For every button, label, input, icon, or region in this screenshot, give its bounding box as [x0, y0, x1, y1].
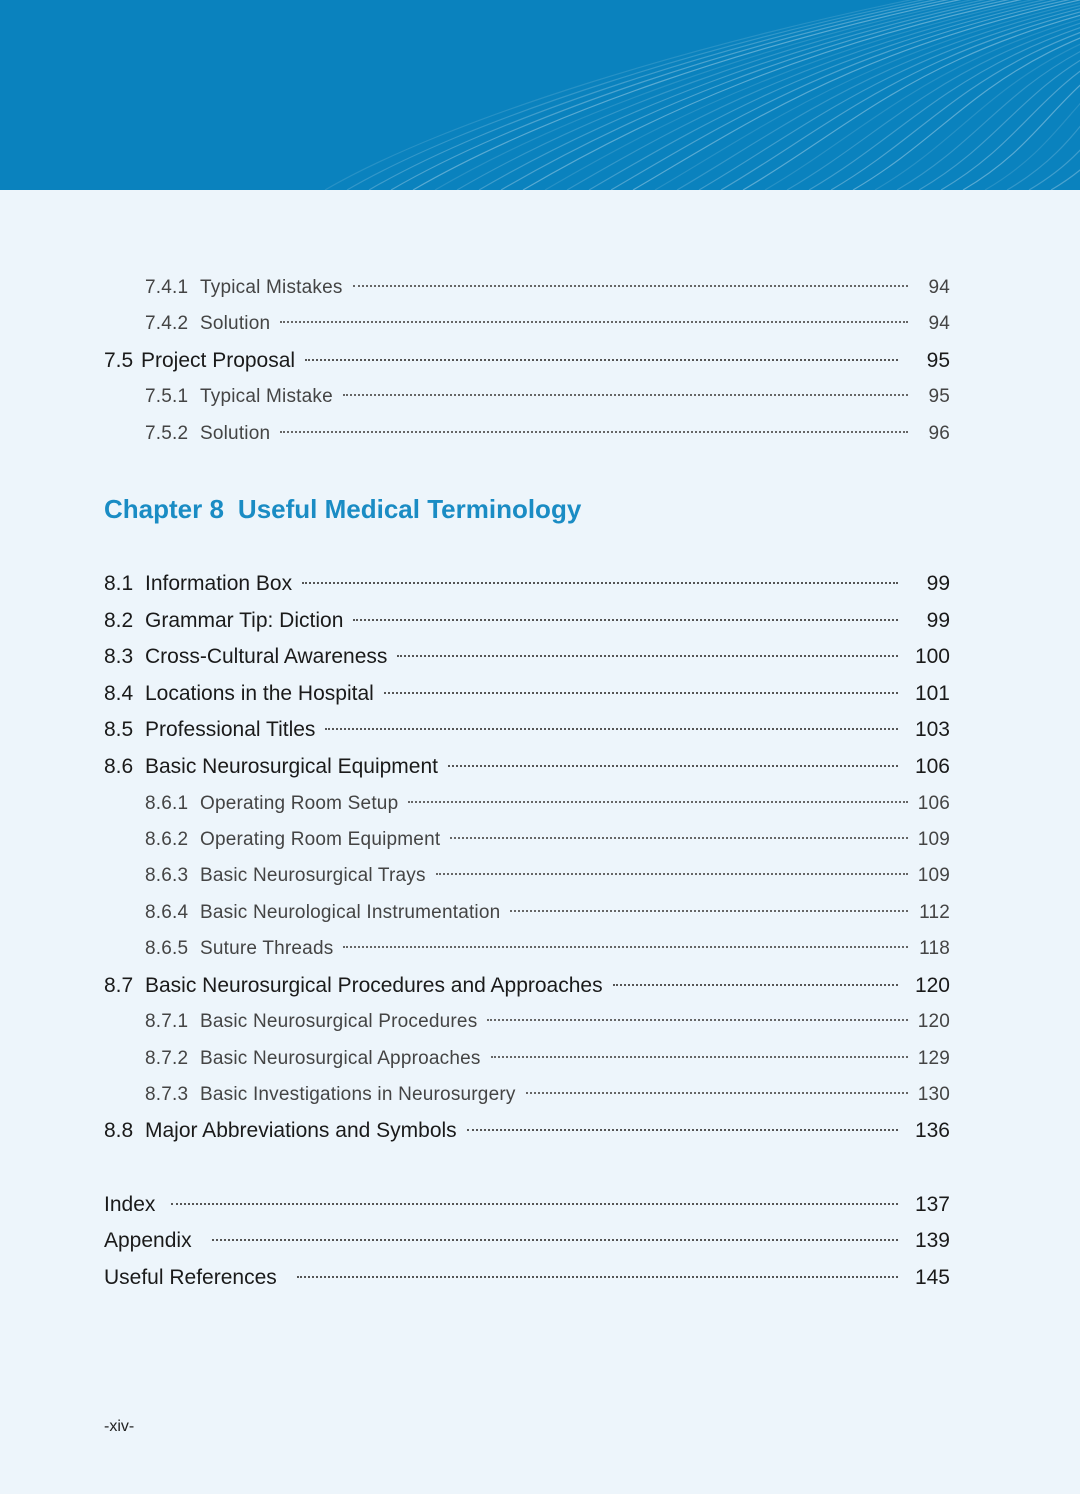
entry-page: 129 [917, 1047, 950, 1069]
entry-number: 7.4.2 [145, 313, 189, 335]
dot-leader [343, 394, 908, 396]
toc-backmatter [104, 1187, 950, 1296]
entry-page: 103 [914, 718, 950, 742]
toc-section-8 [104, 566, 950, 1150]
entry-title: Basic Neurological Instrumentation [200, 901, 501, 923]
entry-page: 112 [919, 901, 950, 923]
entry-page: 130 [917, 1083, 950, 1105]
dot-leader [302, 582, 898, 584]
entry-number: 7.4.1 [145, 277, 189, 298]
toc-entry[interactable] [104, 822, 950, 858]
toc-entry[interactable] [104, 1004, 950, 1040]
dot-leader [436, 873, 908, 875]
entry-title: Cross-Cultural Awareness [145, 645, 388, 669]
entry-page: 106 [914, 754, 950, 778]
entry-title: Professional Titles [145, 718, 316, 742]
entry-title: Information Box [145, 572, 293, 595]
entry-title: Typical Mistake [200, 386, 333, 408]
dot-leader [212, 1239, 898, 1241]
entry-page: 120 [917, 1011, 950, 1033]
entry-page: 96 [928, 422, 950, 444]
entry-page: 101 [914, 681, 950, 705]
toc-entry[interactable] [104, 1113, 950, 1150]
page-number: -xiv- [104, 1418, 135, 1435]
toc-entry[interactable] [104, 343, 950, 380]
header-wave-line [743, 0, 1080, 190]
entry-page: 136 [914, 1119, 950, 1143]
entry-title: Index [104, 1193, 156, 1216]
entry-number: 8.3 [104, 645, 134, 669]
entry-page: 94 [928, 277, 950, 298]
toc-entry[interactable] [104, 895, 950, 931]
entry-number: 7.5.1 [145, 386, 189, 408]
entry-title: Typical Mistakes [200, 277, 343, 298]
entry-number: 8.7.3 [145, 1083, 189, 1105]
dot-leader [397, 655, 898, 657]
toc-entry[interactable] [104, 566, 950, 603]
entry-page: 94 [928, 313, 950, 335]
toc-entry[interactable] [104, 639, 950, 676]
entry-number: 8.6.5 [145, 938, 189, 960]
toc-entry[interactable] [104, 306, 950, 342]
entry-page: 139 [914, 1229, 950, 1253]
toc-section-7 [104, 270, 950, 452]
dot-leader [384, 692, 898, 694]
dot-leader [305, 359, 898, 361]
entry-page: 99 [926, 572, 950, 595]
entry-number: 8.6 [104, 754, 134, 778]
entry-number: 8.7 [104, 973, 134, 997]
chapter-label: Chapter 8 [104, 494, 224, 524]
dot-leader [343, 946, 908, 948]
entry-number: 8.7.2 [145, 1047, 189, 1069]
dot-leader [491, 1056, 908, 1058]
entry-title: Grammar Tip: Diction [145, 608, 344, 632]
toc-entry[interactable] [104, 786, 950, 822]
entry-number: 7.5.2 [145, 422, 189, 444]
toc-entry[interactable] [104, 1187, 950, 1223]
dot-leader [510, 910, 908, 912]
entry-title: Project Proposal [141, 348, 296, 372]
toc-entry[interactable] [104, 603, 950, 640]
entry-number: 8.6.1 [145, 792, 189, 814]
header-band [0, 0, 1080, 190]
entry-title: Solution [200, 313, 271, 335]
entry-title: Basic Neurosurgical Approaches [200, 1047, 481, 1069]
toc-entry[interactable] [104, 1041, 950, 1077]
toc-entry[interactable] [104, 1223, 950, 1259]
dot-leader [325, 728, 898, 730]
dot-leader [171, 1203, 898, 1205]
entry-number: 8.5 [104, 718, 134, 742]
toc-entry[interactable] [104, 931, 950, 967]
entry-title: Appendix [104, 1229, 192, 1253]
entry-title: Basic Neurosurgical Procedures and Approaches [145, 973, 603, 997]
toc-entry[interactable] [104, 712, 950, 749]
entry-number: 8.7.1 [145, 1011, 189, 1033]
toc-entry[interactable] [104, 270, 950, 306]
dot-leader [408, 801, 908, 803]
entry-number: 8.6.2 [145, 828, 189, 850]
toc-entry[interactable] [104, 858, 950, 894]
dot-leader [613, 984, 898, 986]
header-wave-line [589, 0, 1080, 190]
entry-number: 8.4 [104, 681, 134, 705]
header-wave-lines [0, 0, 1080, 190]
dot-leader [526, 1092, 908, 1094]
entry-title: Operating Room Setup [200, 792, 399, 814]
dot-leader [450, 837, 908, 839]
entry-page: 109 [917, 828, 950, 850]
entry-page: 137 [914, 1193, 950, 1216]
entry-title: Suture Threads [200, 938, 334, 960]
dot-leader [467, 1129, 898, 1131]
entry-number: 7.5 [104, 348, 134, 372]
entry-title: Locations in the Hospital [145, 681, 374, 705]
toc-entry[interactable] [104, 379, 950, 415]
entry-page: 145 [914, 1265, 950, 1289]
entry-page: 106 [917, 792, 950, 814]
dot-leader [487, 1019, 908, 1021]
toc-entry[interactable] [104, 968, 950, 1005]
entry-title: Basic Neurosurgical Procedures [200, 1011, 478, 1033]
toc-entry[interactable] [104, 676, 950, 713]
header-wave-line [853, 0, 1080, 190]
entry-page: 109 [917, 865, 950, 887]
dot-leader [448, 765, 898, 767]
entry-number: 8.2 [104, 608, 134, 632]
table-of-contents [104, 270, 950, 452]
dot-leader [280, 431, 908, 433]
entry-number: 8.1 [104, 572, 134, 595]
entry-title: Basic Neurosurgical Trays [200, 865, 426, 887]
toc-entry[interactable] [104, 749, 950, 786]
entry-page: 120 [914, 973, 950, 997]
entry-page: 95 [926, 348, 950, 372]
dot-leader [297, 1276, 898, 1278]
header-wave-line [831, 0, 1080, 190]
entry-page: 118 [919, 938, 950, 960]
entry-title: Solution [200, 422, 271, 444]
toc-entry[interactable] [104, 416, 950, 452]
entry-page: 99 [926, 608, 950, 632]
entry-page: 95 [928, 386, 950, 408]
entry-title: Basic Neurosurgical Equipment [145, 754, 438, 778]
entry-title: Basic Investigations in Neurosurgery [200, 1083, 516, 1105]
entry-number: 8.8 [104, 1119, 134, 1143]
entry-title: Major Abbreviations and Symbols [145, 1119, 457, 1143]
entry-title: Operating Room Equipment [200, 828, 441, 850]
chapter-title: Useful Medical Terminology [237, 494, 582, 524]
toc-entry[interactable] [104, 1260, 950, 1296]
entry-number: 8.6.3 [145, 865, 189, 887]
entry-title: Useful References [104, 1265, 277, 1289]
entry-number: 8.6.4 [145, 901, 189, 923]
chapter-heading[interactable] [104, 494, 581, 525]
dot-leader [353, 285, 908, 287]
toc-entry[interactable] [104, 1077, 950, 1113]
entry-page: 100 [914, 645, 950, 669]
dot-leader [280, 321, 908, 323]
dot-leader [353, 619, 898, 621]
